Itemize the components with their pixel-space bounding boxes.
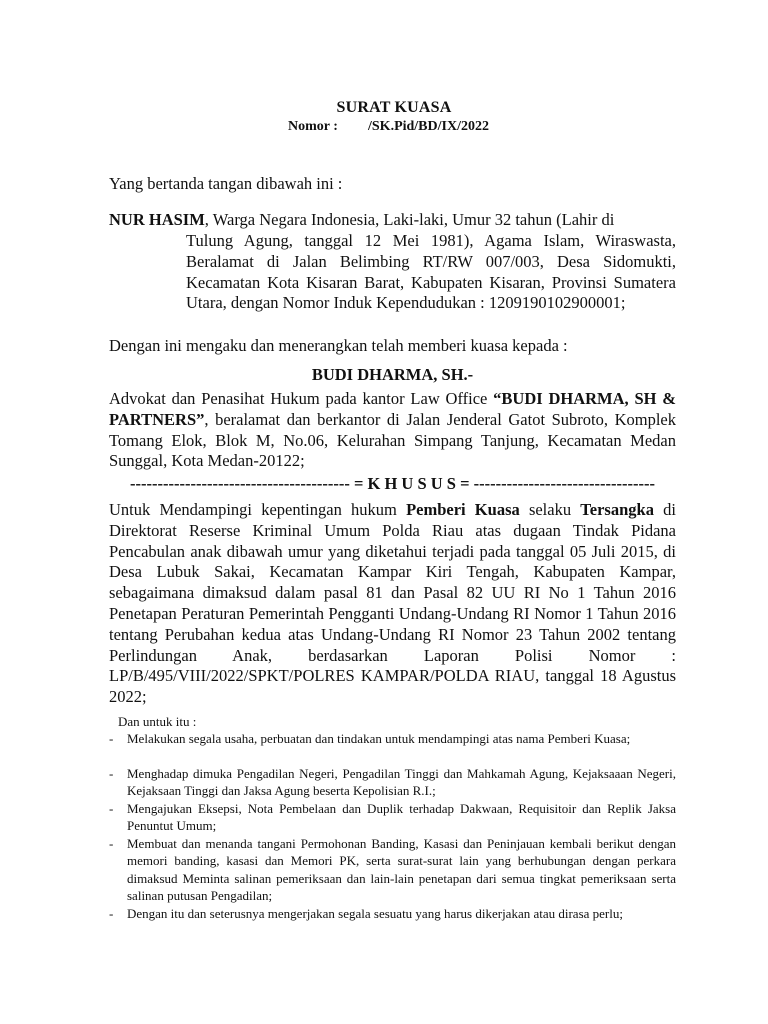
grantor-name: NUR HASIM — [109, 210, 205, 229]
bullet-dash: - — [109, 731, 114, 746]
purpose-paragraph: Untuk Mendampingi kepentingan hukum Pemberi Kuasa selaku Tersangka di Direktorat Reserse Kriminal Umum Polda Riau atas dugaan Tindak Pidana Pencabulan anak dibawah umur yang diketahui terjadi pada tanggal 05 Juli 2015, di Desa Lubuk Sakai, Kecamatan Kampar Kiri Tengah, Kabupaten Kampar, sebagaimana dimaksud dalam pasal 81 dan Pasal 82 UU RI No 1 Tahun 2016 Penetapan Peraturan Pemerintah Pengganti Undang-Undang RI Nomor 1 Tahun 2016 tentang Perubahan kedua atas Undang-Undang RI Nomor 23 Tahun 2002 tentang Perlindungan Anak, berdasarkan Laporan Polisi Nomor : LP/B/495/VIII/2022/SPKT/POLRES KAMPAR/POLDA RIAU, tanggal 18 Agustus 2022; — [109, 500, 676, 707]
list-item: - Mengajukan Eksepsi, Nota Pembelaan dan Duplik terhadap Dakwaan, Requisitoir dan Replik Jaksa Penuntut Umum; — [109, 801, 676, 834]
grantor-first-line-rest: , Warga Negara Indonesia, Laki-laki, Umur 32 tahun (Lahir di — [204, 210, 615, 229]
list-item: - Melakukan segala usaha, perbuatan dan tindakan untuk mendampingi atas nama Pemberi Kuasa; — [109, 731, 631, 746]
list-item: - Membuat dan menanda tangani Permohonan Banding, Kasasi dan Peninjauan kembali berikut dengan memori banding, kasasi dan Memori PK, serta surat-surat lain yang berhubungan dengan perkara dimaksud Meminta salinan pemeriksaan dan lain-lain penetapan dari semua tingkat pemeriksaan serta salinan putusan Pengadilan; — [109, 836, 676, 904]
grantor-details: Tulung Agung, tanggal 12 Mei 1981), Agama Islam, Wiraswasta, Beralamat di Jalan Belimbing RT/RW 007/003, Desa Sidomukti, Kecamatan Kota Kisaran Barat, Kabupaten Kisaran, Provinsi Sumatera Utara, dengan Nomor Induk Kependudukan : 1209190102900001; — [186, 231, 676, 313]
declaration-text: Dengan ini mengaku dan menerangkan telah memberi kuasa kepada : — [109, 336, 568, 355]
bullet-dash: - — [109, 766, 114, 781]
document-number — [288, 119, 489, 135]
role-suspect: Tersangka — [580, 500, 654, 519]
number-value: /SK.Pid/BD/IX/2022 — [368, 119, 489, 134]
bullet-dash: - — [109, 836, 114, 851]
authority-intro: Dan untuk itu : — [118, 714, 197, 729]
list-item: - Dengan itu dan seterusnya mengerjakan segala sesuatu yang harus dikerjakan atau dirasa perlu; — [109, 906, 623, 921]
role-grantor: Pemberi Kuasa — [406, 500, 520, 519]
bullet-dash: - — [109, 906, 114, 921]
bullet-dash: - — [109, 801, 114, 816]
grantor-first-line — [109, 210, 676, 231]
attorney-name: BUDI DHARMA, SH.- — [311, 365, 474, 384]
intro-text: Yang bertanda tangan dibawah ini : — [109, 174, 343, 193]
khusus-separator: ---------------------------------------- = K H U S U S = --------------------------------- — [130, 474, 655, 493]
list-item: - Menghadap dimuka Pengadilan Negeri, Pengadilan Tinggi dan Mahkamah Agung, Kejaksaaan Negeri, Kejaksaan Tinggi dan Jaksa Agung beserta Kepolisian R.I.; — [109, 766, 676, 799]
attorney-details: Advokat dan Penasihat Hukum pada kantor Law Office “BUDI DHARMA, SH & PARTNERS”, beralamat dan berkantor di Jalan Jenderal Gatot Subroto, Komplek Tomang Elok, Blok M, No.06, Kelurahan Simpang Tanjung, Kecamatan Medan Sunggal, Kota Medan-20122; — [109, 389, 677, 471]
number-label: Nomor : — [288, 119, 338, 134]
document-title: SURAT KUASA — [336, 99, 452, 116]
law-office-name: “BUDI DHARMA, SH & PARTNERS” — [109, 389, 677, 429]
